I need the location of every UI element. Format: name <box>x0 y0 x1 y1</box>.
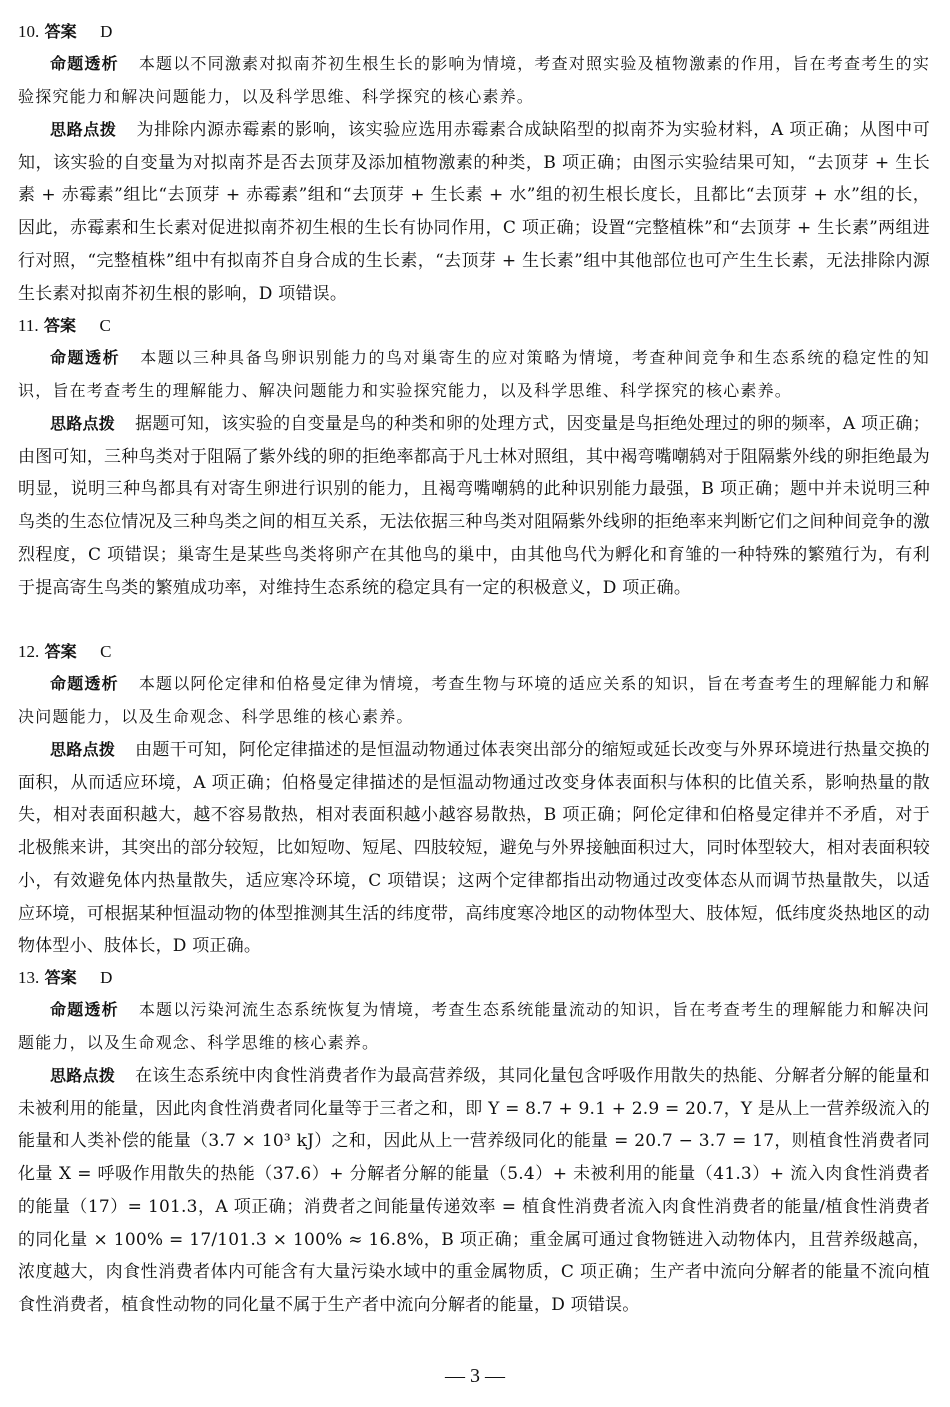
analysis-text: 为排除内源赤霉素的影响，该实验应选用赤霉素合成缺陷型的拟南芥为实验材料，A 项正确；从图中可知，该实验的自变量为对拟南芥是否去顶芽及添加植物激素的种类，B 项正确；由图示实验结果可知，“去顶芽 + 生长素 + 赤霉素”组比“去顶芽 + 赤霉素”组和“去顶芽 + 生长素 + 水”组的初生根长度长，且都比“去顶芽 + 水”组的长，因此，赤霉素和生长素对促进拟南芥初生根的生长有协同作用，C 项正确；设置“完整植株”和“去顶芽 + 生长素”两组进行对照，“完整植株”组中有拟南芥自身合成的生长素，“去顶芽 + 生长素”组中其他部位也可产生生长素，无法排除内源生长素对拟南芥初生根的影响，D 项错误。 <box>18 120 930 304</box>
analysis-text: 由题干可知，阿伦定律描述的是恒温动物通过体表突出部分的缩短或延长改变与外界环境进行热量交换的面积，从而适应环境，A 项正确；伯格曼定律描述的是恒温动物通过改变身体表面积与体积的比值关系，影响热量的散失，相对表面积越大，越不容易散热，相对表面积越小越容易散热，B 项正确；阿伦定律和伯格曼定律并不矛盾，对于北极熊来讲，其突出的部分较短，比如短吻、短尾、四肢较短，避免与外界接触面积过大，同时体型较大，相对表面积较小，有效避免体内热量散失，适应寒冷环境，C 项错误；这两个定律都指出动物通过改变体态从而调节热量散失，以适应环境，可根据某种恒温动物的体型推测其生活的纬度带，高纬度寒冷地区的动物体型大、肢体短，低纬度炎热地区的动物体型小、肢体长，D 项正确。 <box>18 740 930 957</box>
analysis-label: 思路点拨 <box>50 1066 116 1085</box>
question-11-analysis <box>18 408 930 604</box>
answer-value: D <box>100 22 113 41</box>
analysis-text: 在该生态系统中肉食性消费者作为最高营养级，其同化量包含呼吸作用散失的热能、分解者分解的能量和未被利用的能量，因此肉食性消费者同化量等于三者之和，即 Y = 8.7 + 9.1 + 2.9 = 20.7，Y 是从上一营养级流入的能量和人类补偿的能量（3.7 × 10³ kJ）之和，因此从上一营养级同化的能量 = 20.7 − 3.7 = 17，则植食性消费者同化量 X = 呼吸作用散失的热能（37.6）+ 分解者分解的能量（5.4）+ 未被利用的能量（41.3）+ 流入肉食性消费者的能量（17）= 101.3，A 项正确；消费者之间能量传递效率 = 植食性消费者流入肉食性消费者的能量/植食性消费者的同化量 × 100% = 17/101.3 × 100% ≈ 16.8%，B 项正确；重金属可通过食物链进入动物体内，且营养级越高，浓度越大，肉食性消费者体内可能含有大量污染水域中的重金属物质，C 项正确；生产者中流向分解者的能量不流向植食性消费者，植食性动物的同化量不属于生产者中流向分解者的能量，D 项错误。 <box>18 1066 930 1315</box>
question-10-analysis <box>18 114 930 310</box>
design-label: 命题透析 <box>50 348 121 367</box>
question-12-answer-line <box>18 636 938 669</box>
answer-value: D <box>100 968 113 987</box>
design-text: 本题以阿伦定律和伯格曼定律为情境，考查生物与环境的适应关系的知识，旨在考查考生的理解能力和解决问题能力，以及生命观念、科学思维的核心素养。 <box>18 674 931 726</box>
analysis-text: 据题可知，该实验的自变量是鸟的种类和卵的处理方式，因变量是鸟拒绝处理过的卵的频率，A 项正确；由图可知，三种鸟类对于阻隔了紫外线的卵的拒绝率都高于凡士林对照组，其中褐弯嘴嘲鸫对于阻隔紫外线的卵拒绝最为明显，说明三种鸟都具有对寄生卵进行识别的能力，且褐弯嘴嘲鸫的此种识别能力最强，B 项正确；题中并未说明三种鸟类的生态位情况及三种鸟类之间的相互关系，无法依据三种鸟类对阻隔紫外线卵的拒绝率来判断它们之间种间竞争的激烈程度，C 项错误；巢寄生是某些鸟类将卵产在其他鸟的巢中，由其他鸟代为孵化和育雏的一种特殊的繁殖行为，有利于提高寄生鸟类的繁殖成功率，对维持生态系统的稳定具有一定的积极意义，D 项正确。 <box>18 414 930 598</box>
answer-value: C <box>100 642 112 661</box>
answer-value: C <box>99 316 111 335</box>
question-12-analysis <box>18 734 930 963</box>
question-11-answer-line <box>18 310 938 343</box>
design-label: 命题透析 <box>50 674 119 693</box>
question-10-design <box>18 48 930 113</box>
analysis-label: 思路点拨 <box>50 120 117 139</box>
answer-label: 答案 <box>44 316 77 335</box>
question-12-design <box>18 668 930 733</box>
page-number: — 3 — <box>445 1365 505 1387</box>
design-text: 本题以三种具备鸟卵识别能力的鸟对巢寄生的应对策略为情境，考查种间竞争和生态系统的稳定性的知识，旨在考查考生的理解能力、解决问题能力和实验探究能力，以及科学思维、科学探究的核心素养。 <box>18 348 930 400</box>
answer-label: 答案 <box>44 968 77 987</box>
question-number: 11. <box>18 316 39 335</box>
question-13-answer-line <box>18 962 938 995</box>
design-text: 本题以污染河流生态系统恢复为情境，考查生态系统能量流动的知识，旨在考查考生的理解能力和解决问题能力，以及生命观念、科学思维的核心素养。 <box>18 1000 931 1052</box>
question-number: 12. <box>18 642 40 661</box>
question-13-analysis <box>18 1060 930 1322</box>
analysis-label: 思路点拨 <box>50 740 116 759</box>
question-number: 13. <box>18 968 40 987</box>
question-10-answer-line <box>18 16 938 49</box>
design-label: 命题透析 <box>50 1000 119 1019</box>
design-text: 本题以不同激素对拟南芥初生根生长的影响为情境，考查对照实验及植物激素的作用，旨在考查考生的实验探究能力和解决问题能力，以及科学思维、科学探究的核心素养。 <box>18 54 931 106</box>
answer-label: 答案 <box>44 22 77 41</box>
question-13-design <box>18 994 930 1059</box>
question-11-design <box>18 342 930 407</box>
analysis-label: 思路点拨 <box>50 414 116 433</box>
question-number: 10. <box>18 22 40 41</box>
answer-label: 答案 <box>44 642 77 661</box>
design-label: 命题透析 <box>50 54 119 73</box>
